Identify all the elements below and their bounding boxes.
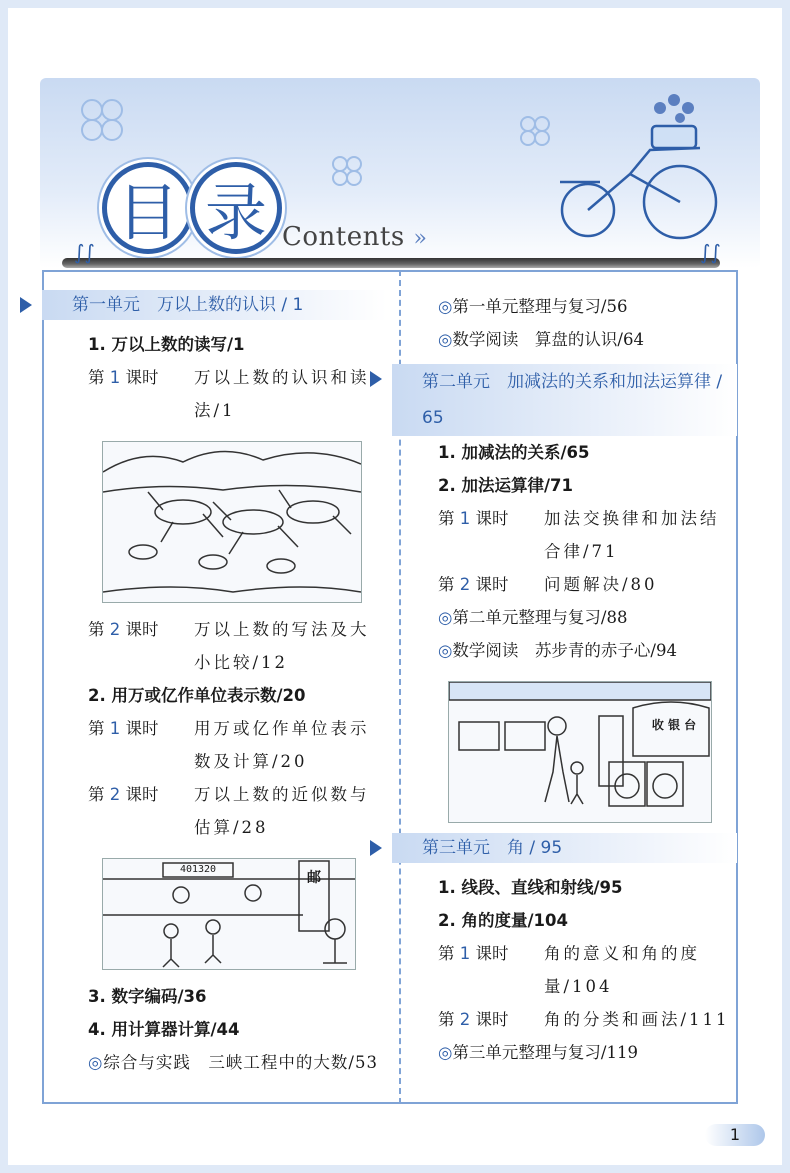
review-title: 第三单元整理与复习/119 — [452, 1043, 638, 1062]
unit-heading-1[interactable]: 第一单元 万以上数的认识 / 1 — [42, 290, 387, 320]
section-label: 2. 用万或亿作单位表示数/20 — [88, 686, 306, 705]
review-unit-1[interactable] — [412, 290, 737, 323]
section-label: 3. 数字编码/36 — [88, 987, 207, 1006]
lesson-title: 角的意义和角的度量/104 — [544, 944, 700, 996]
section-1-4[interactable] — [62, 1013, 387, 1046]
goats-drawing — [103, 442, 361, 602]
section-3-2[interactable] — [412, 904, 737, 937]
lesson-1-1-2[interactable] — [62, 613, 387, 679]
section-1-1[interactable] — [62, 328, 387, 361]
reading-title: 数学阅读 苏步青的赤子心/94 — [452, 641, 677, 660]
section-label: 1. 加减法的关系/65 — [438, 443, 590, 462]
toc-right-column — [412, 290, 737, 1069]
circle-mark-icon: ◎ — [88, 1053, 104, 1072]
lesson-title: 用万或亿作单位表示数及计算/20 — [194, 719, 370, 771]
lesson-label: 第 2 课时 — [88, 785, 159, 804]
review-title: 第一单元整理与复习/56 — [452, 297, 628, 316]
lesson-label: 第 1 课时 — [88, 719, 159, 738]
contents-title — [282, 222, 427, 252]
lesson-3-2-1[interactable] — [412, 937, 737, 1003]
section-label: 2. 角的度量/104 — [438, 911, 568, 930]
unit-heading-3[interactable]: 第三单元 角 / 95 — [392, 833, 737, 863]
cashier-sign: 收 银 台 — [651, 718, 697, 732]
goats-illustration — [102, 441, 362, 603]
circle-mark-icon: ◎ — [438, 330, 453, 349]
title-char-1: 目 — [102, 162, 194, 254]
lesson-3-2-2[interactable] — [412, 1003, 737, 1036]
section-label: 1. 万以上数的读写/1 — [88, 335, 245, 354]
lesson-label: 第 1 课时 — [438, 509, 509, 528]
section-3-1[interactable] — [412, 871, 737, 904]
lesson-label: 第 1 课时 — [88, 368, 159, 387]
lesson-label: 第 2 课时 — [88, 620, 159, 639]
title-char-2: 录 — [190, 162, 282, 254]
section-2-2[interactable] — [412, 469, 737, 502]
hook-icon-left: ∫∫ — [74, 240, 95, 264]
hook-icon-right: ∫∫ — [700, 240, 721, 264]
section-1-3[interactable] — [62, 980, 387, 1013]
section-label: 1. 线段、直线和射线/95 — [438, 878, 623, 897]
unit-heading-2[interactable]: 第二单元 加减法的关系和加法运算律 / 65 — [392, 364, 737, 436]
header-rule — [62, 258, 720, 268]
review-title: 第二单元整理与复习/88 — [452, 608, 628, 627]
counter-number-display: 401320 — [179, 864, 217, 875]
store-illustration — [448, 681, 712, 823]
lesson-2-2-1[interactable] — [412, 502, 737, 568]
lesson-title: 加法交换律和加法结合律/71 — [544, 509, 720, 561]
lesson-title: 万以上数的认识和读法/1 — [194, 368, 370, 420]
review-unit-2[interactable] — [412, 601, 737, 634]
contents-word: Contents — [282, 222, 405, 252]
section-label: 2. 加法运算律/71 — [438, 476, 573, 495]
lesson-label: 第 2 课时 — [438, 575, 509, 594]
lesson-1-2-1[interactable] — [62, 712, 387, 778]
lesson-2-2-2[interactable] — [412, 568, 737, 601]
circle-mark-icon: ◎ — [438, 608, 453, 627]
store-drawing — [449, 682, 711, 822]
lesson-1-2-2[interactable] — [62, 778, 387, 844]
section-label: 4. 用计算器计算/44 — [88, 1020, 240, 1039]
reading-title: 数学阅读 算盘的认识/64 — [452, 330, 644, 349]
circle-mark-icon: ◎ — [438, 297, 453, 316]
practice-title: 综合与实践 三峡工程中的大数/53 — [103, 1053, 378, 1072]
post-sign: 邮 — [307, 870, 321, 886]
lesson-title: 万以上数的近似数与估算/28 — [194, 785, 370, 837]
lesson-title: 万以上数的写法及大小比较/12 — [194, 620, 370, 672]
practice-item[interactable] — [62, 1046, 387, 1079]
circle-mark-icon: ◎ — [438, 1043, 453, 1062]
reading-abacus[interactable] — [412, 323, 737, 356]
lesson-label: 第 2 课时 — [438, 1010, 509, 1029]
post-office-illustration — [102, 858, 356, 970]
page-number: 1 — [705, 1124, 765, 1146]
lesson-title: 角的分类和画法/111 — [544, 1010, 730, 1029]
section-2-1[interactable] — [412, 436, 737, 469]
reading-su-buqing[interactable] — [412, 634, 737, 667]
lesson-title: 问题解决/80 — [544, 575, 658, 594]
lesson-1-1-1[interactable] — [62, 361, 387, 427]
review-unit-3[interactable] — [412, 1036, 737, 1069]
section-1-2[interactable] — [62, 679, 387, 712]
double-chevron-icon: » — [413, 226, 428, 251]
circle-mark-icon: ◎ — [438, 641, 453, 660]
toc-left-column — [62, 290, 387, 1079]
lesson-label: 第 1 课时 — [438, 944, 509, 963]
